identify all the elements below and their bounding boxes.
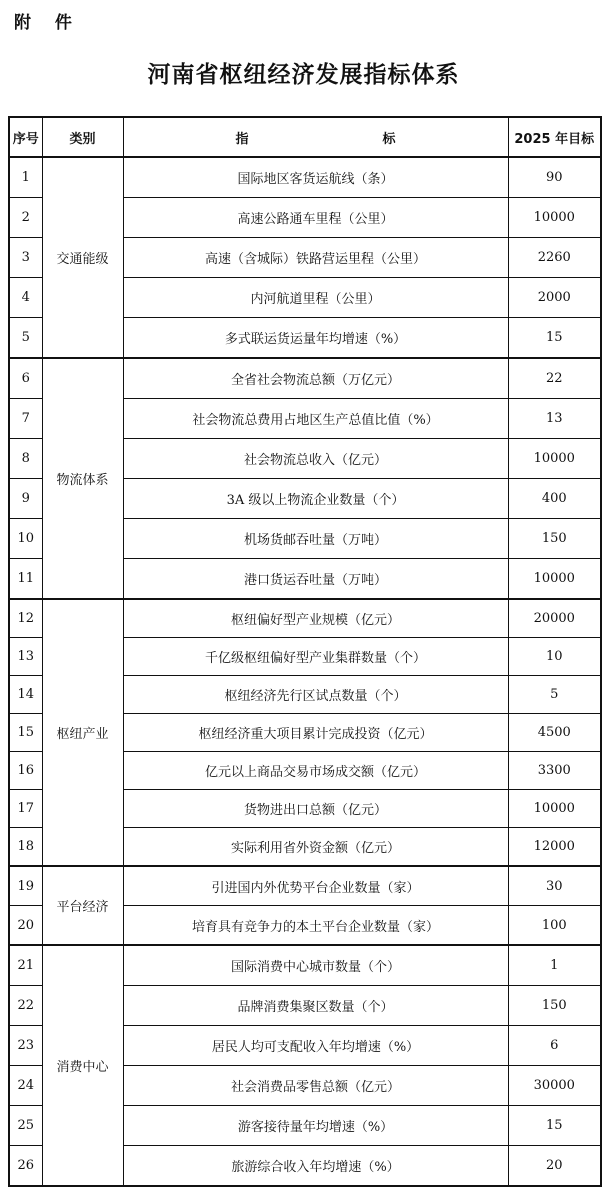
row-target: 15 [508,1106,601,1146]
row-target: 100 [508,906,601,946]
row-seq: 6 [9,358,42,399]
row-seq: 11 [9,559,42,600]
header-target: 2025 年目标 [508,117,601,157]
row-seq: 13 [9,638,42,676]
row-seq: 3 [9,238,42,278]
row-indicator: 枢纽经济先行区试点数量（个） [123,676,508,714]
row-indicator: 国际消费中心城市数量（个） [123,945,508,986]
row-indicator: 3A 级以上物流企业数量（个） [123,479,508,519]
header-indicator: 指 标 [123,117,508,157]
row-target: 2260 [508,238,601,278]
row-seq: 19 [9,866,42,906]
row-seq: 26 [9,1146,42,1187]
table-row [9,599,601,638]
row-seq: 9 [9,479,42,519]
row-target: 10 [508,638,601,676]
row-indicator: 品牌消费集聚区数量（个） [123,986,508,1026]
table-body [9,157,601,1186]
row-indicator: 旅游综合收入年均增速（%） [123,1146,508,1187]
row-target: 150 [508,519,601,559]
row-indicator: 居民人均可支配收入年均增速（%） [123,1026,508,1066]
row-indicator: 高速（含城际）铁路营运里程（公里） [123,238,508,278]
row-indicator: 枢纽偏好型产业规模（亿元） [123,599,508,638]
row-seq: 10 [9,519,42,559]
row-indicator: 多式联运货运量年均增速（%） [123,318,508,359]
row-seq: 15 [9,714,42,752]
row-indicator: 千亿级枢纽偏好型产业集群数量（个） [123,638,508,676]
row-seq: 22 [9,986,42,1026]
row-seq: 24 [9,1066,42,1106]
row-indicator: 机场货邮吞吐量（万吨） [123,519,508,559]
attachment-label: 附 件 [14,13,81,33]
row-target: 15 [508,318,601,359]
category-cell: 消费中心 [42,945,123,1186]
row-seq: 2 [9,198,42,238]
row-target: 400 [508,479,601,519]
row-indicator: 培育具有竞争力的本土平台企业数量（家） [123,906,508,946]
row-target: 3300 [508,752,601,790]
row-target: 30000 [508,1066,601,1106]
row-target: 150 [508,986,601,1026]
row-indicator: 枢纽经济重大项目累计完成投资（亿元） [123,714,508,752]
row-seq: 20 [9,906,42,946]
table-row [9,866,601,906]
row-target: 20000 [508,599,601,638]
row-seq: 1 [9,157,42,198]
row-target: 2000 [508,278,601,318]
row-seq: 18 [9,828,42,867]
header-category: 类别 [42,117,123,157]
row-target: 5 [508,676,601,714]
row-indicator: 港口货运吞吐量（万吨） [123,559,508,600]
category-cell: 物流体系 [42,358,123,599]
row-indicator: 社会物流总费用占地区生产总值比值（%） [123,399,508,439]
row-target: 10000 [508,559,601,600]
row-seq: 4 [9,278,42,318]
row-target: 6 [508,1026,601,1066]
table-header-row [9,117,601,157]
row-seq: 5 [9,318,42,359]
row-indicator: 亿元以上商品交易市场成交额（亿元） [123,752,508,790]
header-seq: 序号 [9,117,42,157]
document-title: 河南省枢纽经济发展指标体系 [147,62,460,88]
row-seq: 7 [9,399,42,439]
indicator-table [8,116,602,1187]
row-indicator: 实际利用省外资金额（亿元） [123,828,508,867]
row-target: 1 [508,945,601,986]
row-indicator: 国际地区客货运航线（条） [123,157,508,198]
row-indicator: 社会消费品零售总额（亿元） [123,1066,508,1106]
row-seq: 12 [9,599,42,638]
row-seq: 16 [9,752,42,790]
row-indicator: 货物进出口总额（亿元） [123,790,508,828]
row-indicator: 内河航道里程（公里） [123,278,508,318]
row-seq: 25 [9,1106,42,1146]
row-indicator: 全省社会物流总额（万亿元） [123,358,508,399]
row-target: 4500 [508,714,601,752]
row-target: 12000 [508,828,601,867]
row-seq: 21 [9,945,42,986]
row-indicator: 引进国内外优势平台企业数量（家） [123,866,508,906]
row-target: 30 [508,866,601,906]
row-seq: 14 [9,676,42,714]
row-target: 20 [508,1146,601,1187]
table-row [9,358,601,399]
row-indicator: 游客接待量年均增速（%） [123,1106,508,1146]
category-cell: 枢纽产业 [42,599,123,866]
row-target: 22 [508,358,601,399]
row-target: 10000 [508,439,601,479]
row-seq: 17 [9,790,42,828]
row-indicator: 社会物流总收入（亿元） [123,439,508,479]
row-seq: 8 [9,439,42,479]
row-seq: 23 [9,1026,42,1066]
row-target: 90 [508,157,601,198]
category-cell: 平台经济 [42,866,123,945]
category-cell: 交通能级 [42,157,123,358]
row-indicator: 高速公路通车里程（公里） [123,198,508,238]
table-row [9,945,601,986]
row-target: 10000 [508,198,601,238]
row-target: 13 [508,399,601,439]
row-target: 10000 [508,790,601,828]
table-row [9,157,601,198]
